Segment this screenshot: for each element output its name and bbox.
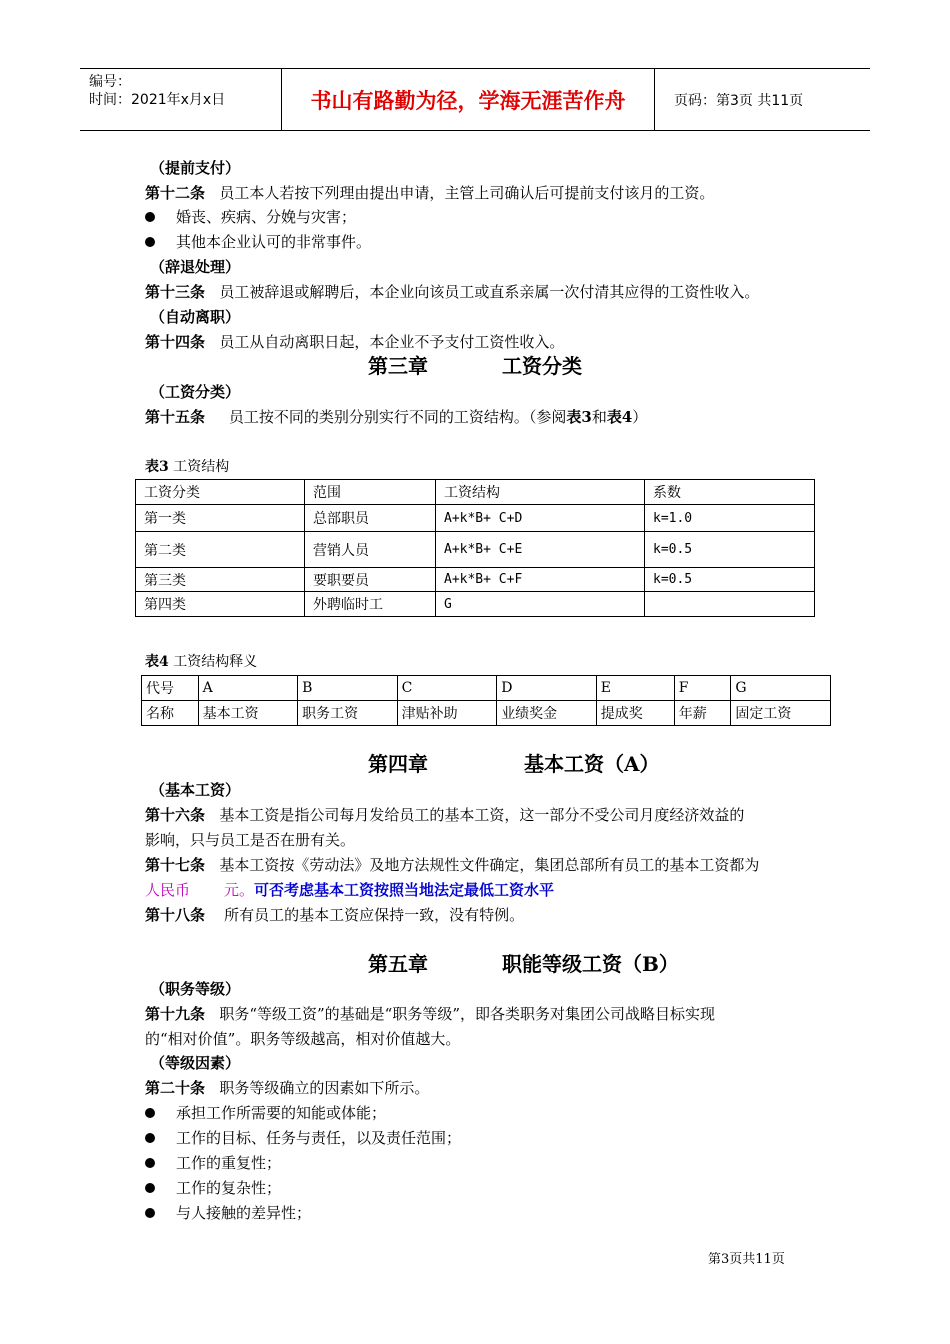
table-row: 第一类 总部职员 A+k*B+ C+D k=1.0 <box>136 505 815 532</box>
article-label: 第十八条 <box>145 906 206 924</box>
list-item: 工作的复杂性； <box>145 1178 281 1198</box>
list-item: 其他本企业认可的非常事件。 <box>145 232 371 252</box>
article-17-cont <box>145 880 554 900</box>
bullet-icon <box>145 1183 155 1193</box>
article-text: 基本工资是指公司每月发给员工的基本工资，这一部分不受公司月度经济效益的 <box>219 806 745 824</box>
bullet-icon <box>145 212 155 222</box>
article-label: 第十九条 <box>145 1005 206 1023</box>
article-19 <box>145 1004 715 1024</box>
bullet-icon <box>145 1108 155 1118</box>
article-text: 员工本人若按下列理由提出申请，主管上司确认后可提前支付该月的工资。 <box>219 184 715 202</box>
chapter-5-number: 第五章 <box>368 952 428 976</box>
list-item: 婚丧、疾病、分娩与灾害； <box>145 207 356 227</box>
article-label: 第二十条 <box>145 1079 206 1097</box>
article-label: 第十六条 <box>145 806 206 824</box>
table-4 <box>141 675 831 726</box>
chapter-3-number: 第三章 <box>368 354 428 378</box>
table-3 <box>135 479 815 617</box>
header-time: 时间：2021年x月x日 <box>89 92 226 108</box>
chapter-4-title: 基本工资（A） <box>524 752 660 776</box>
list-item: 承担工作所需要的知能或体能； <box>145 1103 386 1123</box>
section-title-factor: （等级因素） <box>150 1054 241 1072</box>
currency-unit: 元。 <box>224 881 255 899</box>
currency-text: 人民币 <box>145 881 191 899</box>
article-text: 员工被辞退或解聘后，本企业向该员工或直系亲属一次付清其应得的工资性收入。 <box>219 283 760 301</box>
table-row: 第四类 外聘临时工 G <box>136 592 815 617</box>
article-text: 员工按不同的类别分别实行不同的工资结构。（参阅 <box>228 408 567 426</box>
article-text: 员工从自动离职日起，本企业不予支付工资性收入。 <box>219 333 565 351</box>
article-16-cont: 影响，只与员工是否在册有关。 <box>145 831 356 849</box>
section-title-leave: （自动离职） <box>150 308 241 326</box>
chapter-5-title: 职能等级工资（B） <box>502 952 679 976</box>
article-text: 基本工资按《劳动法》及地方法规性文件确定，集团总部所有员工的基本工资都为 <box>219 856 760 874</box>
editor-note: 可否考虑基本工资按照当地法定最低工资水平 <box>254 881 555 899</box>
table-row: 代号 A B C D E F G <box>142 676 831 701</box>
table-4-caption: 表4 工资结构释义 <box>145 654 258 670</box>
article-18 <box>145 905 524 925</box>
table-ref: 表3 <box>566 408 592 426</box>
table-row: 第三类 要职要员 A+k*B+ C+F k=0.5 <box>136 568 815 592</box>
section-title-grade: （职务等级） <box>150 980 241 998</box>
article-20 <box>145 1078 429 1098</box>
chapter-3-title: 工资分类 <box>502 354 582 378</box>
article-label: 第十二条 <box>145 184 206 202</box>
article-label: 第十四条 <box>145 333 206 351</box>
page-footer: 第3页共11页 <box>708 1252 785 1267</box>
bullet-icon <box>145 1158 155 1168</box>
bullet-icon <box>145 1208 155 1218</box>
article-17 <box>145 855 759 875</box>
article-text: 职务等级确立的因素如下所示。 <box>219 1079 430 1097</box>
bullet-icon <box>145 237 155 247</box>
article-16 <box>145 805 744 825</box>
article-19-cont: 的“相对价值”。职务等级越高，相对价值越大。 <box>145 1030 461 1048</box>
header-meta <box>80 69 282 130</box>
table-row: 第二类 营销人员 A+k*B+ C+E k=0.5 <box>136 532 815 568</box>
article-label: 第十七条 <box>145 856 206 874</box>
list-item: 与人接触的差异性； <box>145 1203 311 1223</box>
article-text: 所有员工的基本工资应保持一致，没有特例。 <box>224 906 525 924</box>
serial-label: 编号： <box>89 74 131 90</box>
page-info-text: 页码：第3页 共11页 <box>674 92 804 109</box>
article-label: 第十五条 <box>145 408 206 426</box>
header-motto: 书山有路勤为径，学海无涯苦作舟 <box>282 69 655 130</box>
chapter-4-number: 第四章 <box>368 752 428 776</box>
header-page-info <box>665 69 870 130</box>
article-12 <box>145 183 714 203</box>
bullet-icon <box>145 1133 155 1143</box>
article-label: 第十三条 <box>145 283 206 301</box>
section-title-prepay: （提前支付） <box>150 159 241 177</box>
article-14 <box>145 332 564 352</box>
table-header-row: 工资分类 范围 工资结构 系数 <box>136 480 815 505</box>
section-title-classify: （工资分类） <box>150 383 241 401</box>
table-ref: 表4 <box>606 408 633 426</box>
article-text: 职务“等级工资”的基础是“职务等级”，即各类职务对集团公司战略目标实现 <box>219 1005 716 1023</box>
table-3-caption: 表3 工资结构 <box>145 459 230 475</box>
section-title-basic: （基本工资） <box>150 781 241 799</box>
list-item: 工作的重复性； <box>145 1153 281 1173</box>
article-15: 第十五条 员工按不同的类别分别实行不同的工资结构。（参阅表3和表4） <box>145 408 648 426</box>
page-header <box>80 68 870 131</box>
article-13 <box>145 282 759 302</box>
table-row: 名称 基本工资 职务工资 津贴补助 业绩奖金 提成奖 年薪 固定工资 <box>142 701 831 726</box>
list-item: 工作的目标、任务与责任，以及责任范围； <box>145 1128 461 1148</box>
section-title-dismiss: （辞退处理） <box>150 258 241 276</box>
